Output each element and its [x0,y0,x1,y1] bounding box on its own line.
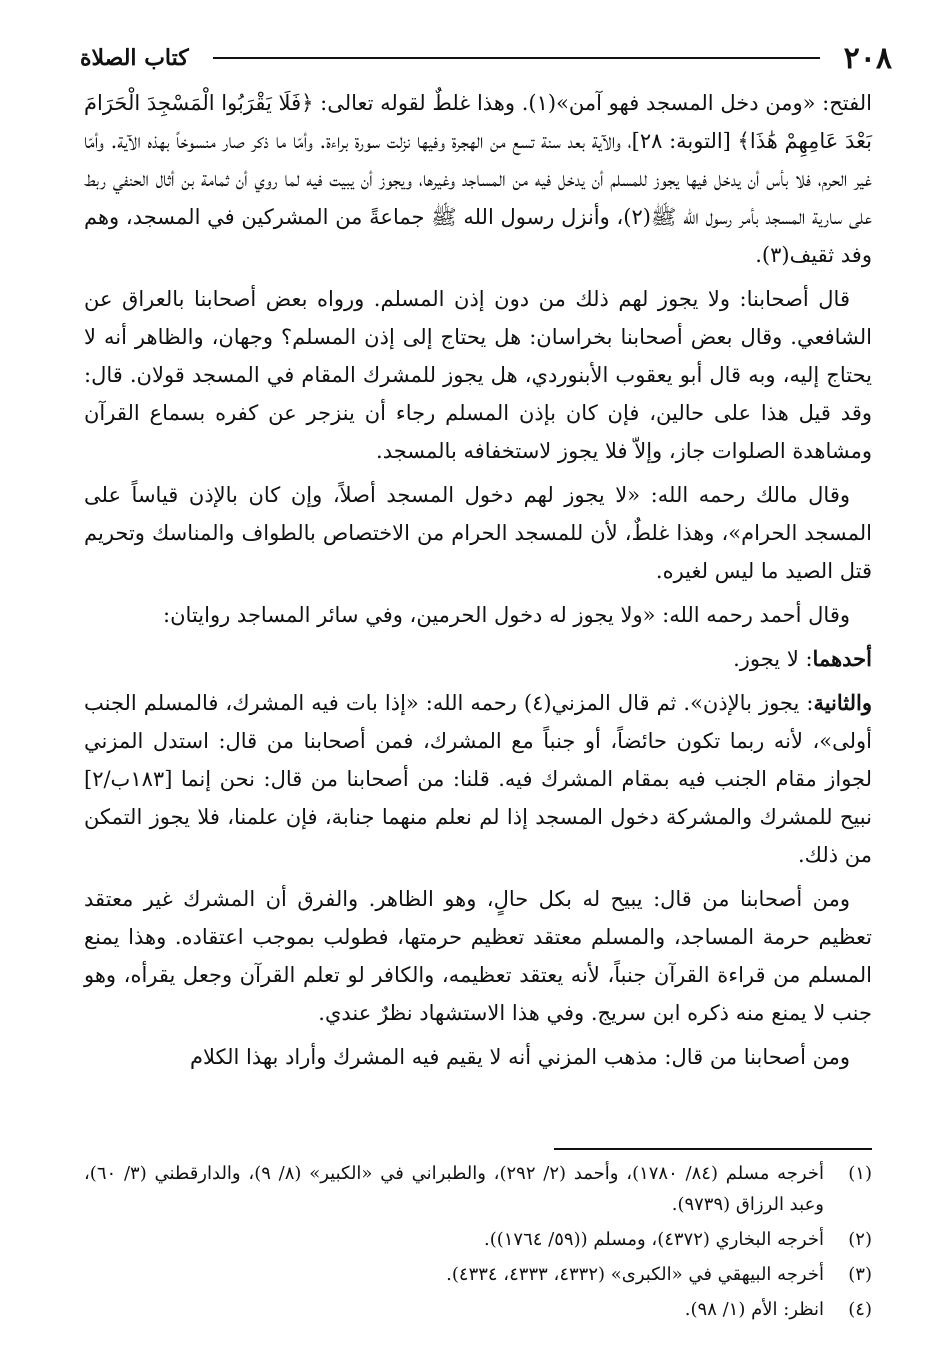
header-rule [213,57,820,59]
footnote-number: (١) [848,1163,872,1184]
paragraph: قال أصحابنا: ولا يجوز لهم ذلك من دون إذن المسلم. ورواه بعض أصحابنا بالعراق عن الشافعي. وقال بعض أصحابنا بخراسان: هل يحتاج إلى إذن المسلم؟ وجهان، والظاهر أنه لا يحتاج إليه، وبه قال أبو يعقوب الأبنوردي، هل يجوز للمشرك المقام في المسجد قولان. قال: وقد قيل هذا على حالين، فإن كان بإذن المسلم رجاء أن ينزجر عن كفره بسماع القرآن ومشاهدة الصلوات جاز، وإلاّ فلا يجوز لاستخفافه بالمسجد. [84,287,872,463]
first-narration [84,640,872,678]
paragraph: الفتح: «ومن دخل المسجد فهو آمن»(١). وهذا غلطٌ لقوله تعالى: ﴿فَلَا يَقْرَبُوا الْمَسْجِدَ الْحَرَامَ بَعْدَ عَامِهِمْ هَٰذَا﴾ [التوبة: ٢٨]، والآية بعد سنة تسع من الهجرة وفيها نزلت سورة براءة. وأمّا ما ذكر صار منسوخاً بهذه الآية. وأمّا غير الحرم، فلا بأس أن يدخل فيها يجوز للمسلم أن يدخل فيه من المساجد وغيرها، ويجوز أن يبيت فيه لما روي أن ثمامة بن أثال الحنفي ربط على سارية المسجد بأمر رسول الله ﷺ(٢)، وأنزل رسول الله ﷺ جماعةً من المشركين في المسجد، وهم وفد ثقيف(٣). [84,91,872,267]
paragraph: وقال أحمد رحمه الله: «ولا يجوز له دخول الحرمين، وفي سائر المساجد روايتان: [163,603,850,627]
footnotes [84,1158,872,1329]
first-narration-label: أحدهما [812,646,872,671]
footnote-number: (٤) [848,1299,872,1320]
footnote-text: أخرجه البخاري (٤٣٧٢)، ومسلم ((٥٩/ ١٧٦٤)). [483,1229,824,1250]
second-narration [84,684,872,874]
footnote-text: انظر: الأم (١/ ٩٨). [684,1299,824,1320]
book-title: كتاب الصلاة [80,45,189,71]
footnote-text: أخرجه مسلم (٨٤/ ١٧٨٠)، وأحمد (٢/ ٢٩٢)، والطبراني في «الكبير» (٨/ ٩)، والدارقطني (٣/ ٦٠)، وعبد الرزاق (٩٧٣٩). [84,1163,824,1215]
footnote [84,1294,872,1325]
footnote [84,1259,872,1290]
second-narration-label: والثانية [813,690,872,715]
footnote-text: أخرجه البيهقي في «الكبرى» (٤٣٣٢، ٤٣٣٣، ٤٣٣٤). [446,1264,824,1285]
page-number: ٢٠٨ [843,40,892,76]
footnote-separator [554,1148,872,1150]
second-narration-text: : يجوز بالإذن». ثم قال المزني(٤) رحمه الله: «إذا بات فيه المشرك، فالمسلم الجنب أولى»، لأنه ربما تكون حائضاً، أو جنباً مع المشرك، فمن أصحابنا من قال: استدل المزني لجواز مقام الجنب فيه بمقام المشرك فيه. قلنا: من أصحابنا من قال: نحن إنما [١٨٣ب/٢] نبيح للمشرك والمشركة دخول المسجد إذا لم نعلم منهما جنابة، فإن علمنا، فلا يجوز التمكن من ذلك. [84,691,872,867]
footnote [84,1158,872,1220]
footnote-number: (٢) [848,1229,872,1250]
paragraph: ومن أصحابنا من قال: مذهب المزني أنه لا يقيم فيه المشرك وأراد بهذا الكلام [189,1045,850,1069]
paragraph: ومن أصحابنا من قال: يبيح له بكل حالٍ، وهو الظاهر. والفرق أن المشرك غير معتقد تعظيم حرمة المساجد، والمسلم معتقد تعظيم حرمتها، فطولب بموجب اعتقاده. وهذا يمنع المسلم من قراءة القرآن جنباً، لأنه يعتقد تعظيمه، والكافر لو تعلم القرآن وجعل يقرأه، وهو جنب لا يمنع منه ذكره ابن سريج. وفي هذا الاستشهاد نظرٌ عندي. [84,887,872,1025]
first-narration-text: : لا يجوز. [733,647,813,671]
page-header [80,38,892,78]
paragraph: وقال مالك رحمه الله: «لا يجوز لهم دخول المسجد أصلاً، وإن كان بالإذن قياساً على المسجد الحرام»، وهذا غلطٌ، لأن للمسجد الحرام من الاختصاص بالطواف والمناسك وتحريم قتل الصيد ما ليس لغيره. [84,483,872,583]
footnote [84,1224,872,1255]
main-text [84,84,872,1082]
footnote-number: (٣) [848,1264,872,1285]
